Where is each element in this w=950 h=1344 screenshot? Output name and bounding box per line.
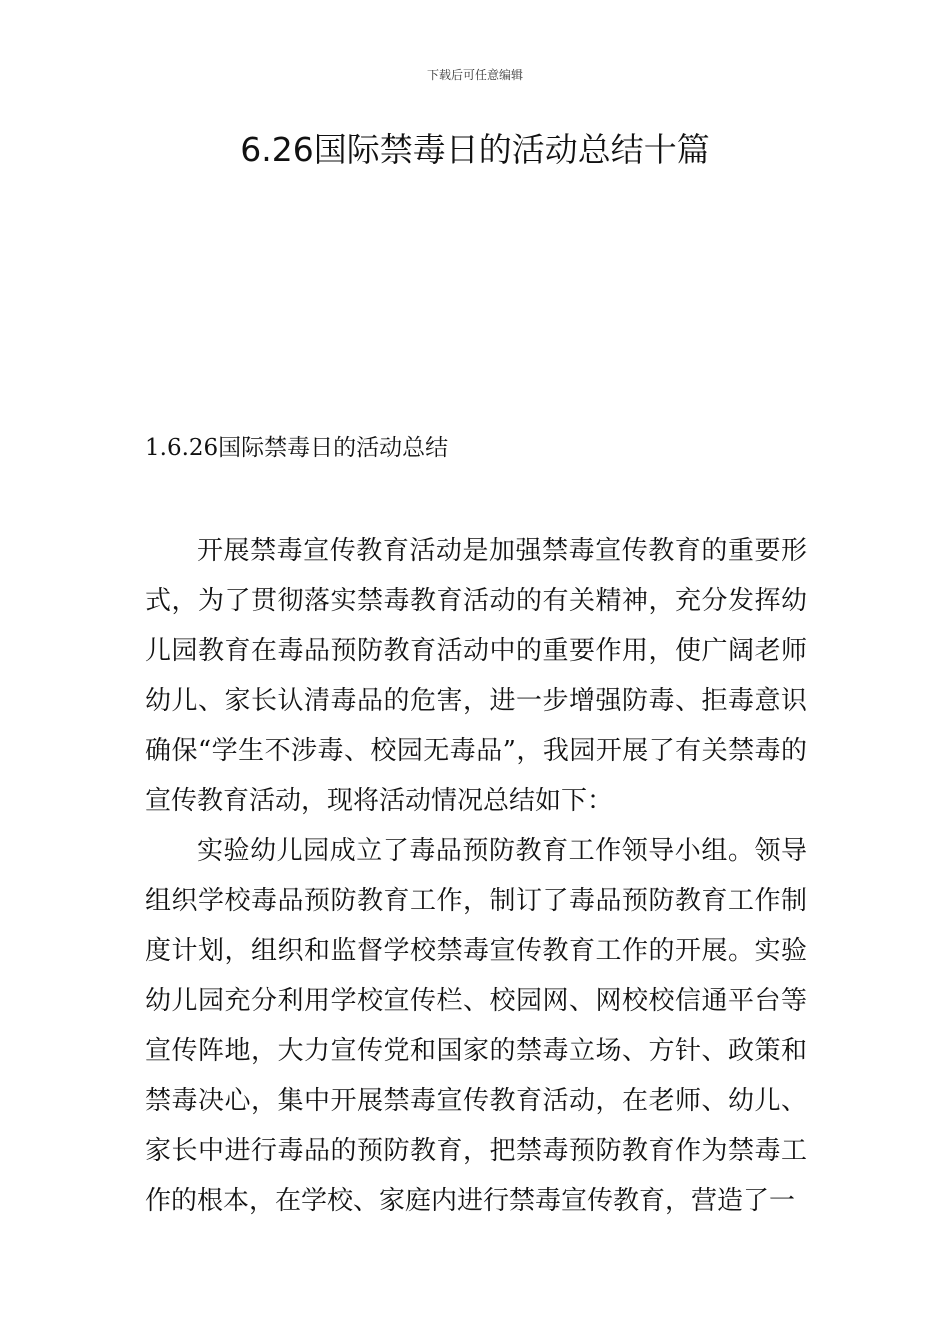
document-body bbox=[145, 526, 807, 1226]
paragraph-intro: 开展禁毒宣传教育活动是加强禁毒宣传教育的重要形式，为了贯彻落实禁毒教育活动的有关精神，充分发挥幼儿园教育在毒品预防教育活动中的重要作用，使广阔老师幼儿、家长认清毒品的危害，进一步增强防毒、拒毒意识确保“学生不涉毒、校园无毒品”，我园开展了有关禁毒的宣传教育活动，现将活动情况总结如下： bbox=[145, 536, 807, 816]
paragraph-organization: 实验幼儿园成立了毒品预防教育工作领导小组。领导组织学校毒品预防教育工作，制订了毒品预防教育工作制度计划，组织和监督学校禁毒宣传教育工作的开展。实验幼儿园充分利用学校宣传栏、校园网、网校校信通平台等宣传阵地，大力宣传党和国家的禁毒立场、方针、政策和禁毒决心，集中开展禁毒宣传教育活动，在老师、幼儿、家长中进行毒品的预防教育，把禁毒预防教育作为禁毒工作的根本，在学校、家庭内进行禁毒宣传教育，营造了一 bbox=[145, 836, 807, 1216]
download-note: 下载后可任意编辑 bbox=[426, 68, 523, 82]
document-title: 6.26国际禁毒日的活动总结十篇 bbox=[240, 130, 710, 169]
section-heading: 1.6.26国际禁毒日的活动总结 bbox=[145, 435, 449, 461]
